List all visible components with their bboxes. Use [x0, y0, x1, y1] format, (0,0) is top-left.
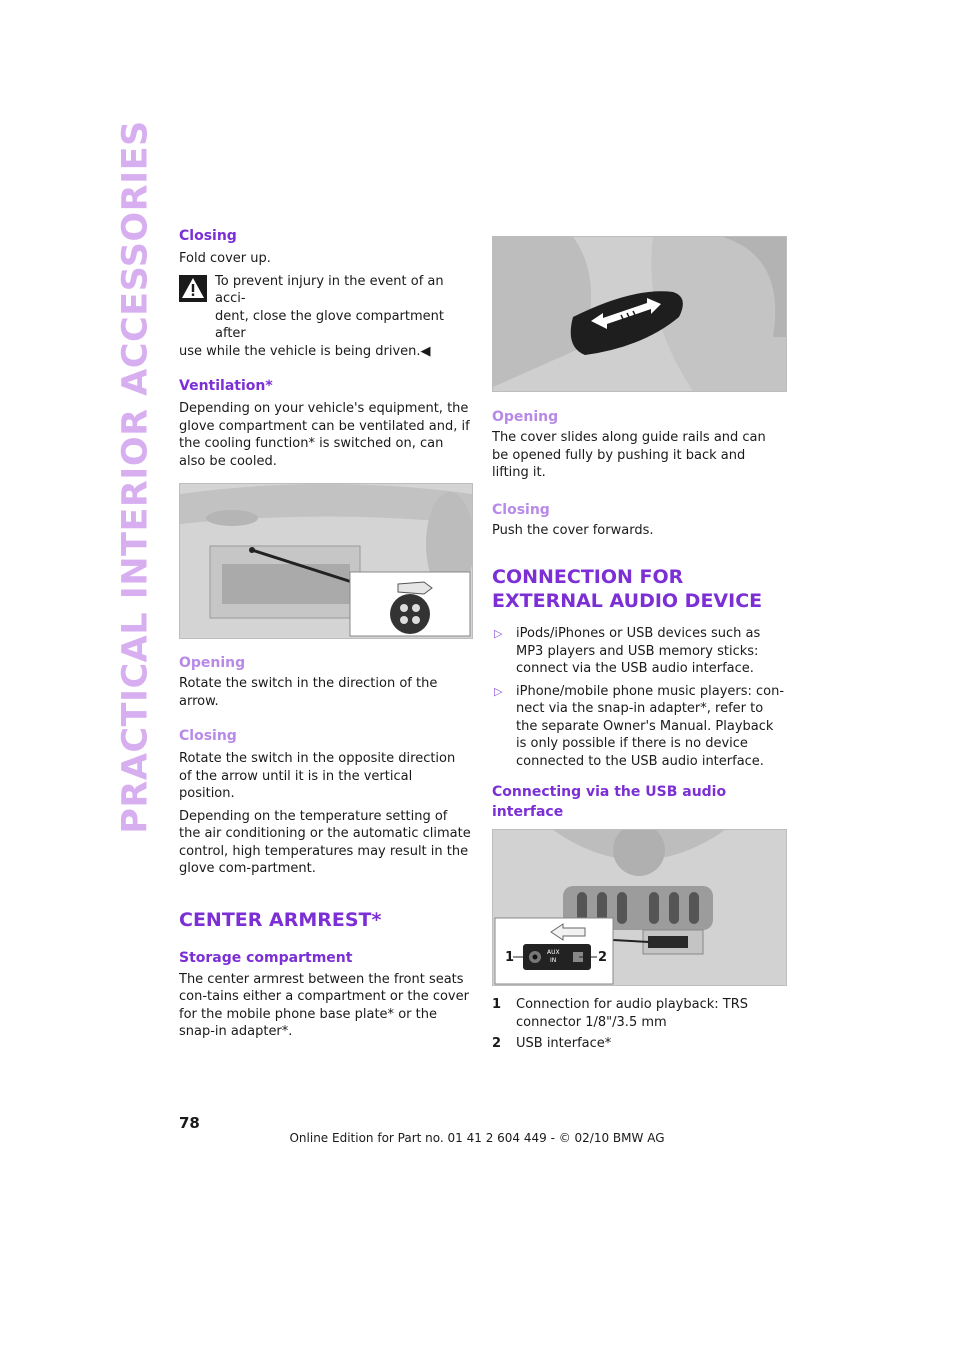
item-number: 2 — [492, 1036, 502, 1051]
closing-heading: Closing — [179, 228, 237, 244]
bullet-text: iPhone/mobile phone music players: con-nect via the snap-in adapter*, refer to the separate Owner's Manual. Playback is only possible if there is no device connected to the USB audio interface. — [516, 683, 785, 769]
footer-text: Online Edition for Part no. 01 41 2 604 449 - © 02/10 BMW AG — [289, 1131, 665, 1145]
armrest-figure — [492, 236, 787, 392]
connection-heading: CONNECTION FOR EXTERNAL AUDIO DEVICE — [492, 566, 763, 612]
warning-line-2: dent, close the glove compartment after — [215, 308, 444, 341]
closing-heading-right: Closing — [492, 501, 550, 518]
list-item — [492, 625, 786, 678]
bullet-text: iPods/iPhones or USB devices such as MP3 players and USB memory sticks: connect via the USB audio interface. — [516, 626, 761, 676]
connection-bullet-list — [492, 625, 786, 770]
warning-line-1: To prevent injury in the event of an acci- — [215, 273, 444, 306]
sidebar-title-text: PRACTICAL INTERIOR ACCESSORIES — [115, 120, 156, 834]
usb-interface-figure — [492, 829, 787, 986]
storage-compartment-heading: Storage compartment — [179, 949, 353, 966]
bullet-triangle-icon: ▷ — [494, 627, 503, 640]
opening-heading-right: Opening — [492, 409, 559, 425]
usb-interface-illustration — [493, 830, 786, 985]
list-item — [492, 1035, 786, 1053]
center-armrest-heading: CENTER ARMREST* — [179, 908, 382, 931]
glove-compartment-illustration — [180, 484, 472, 638]
item-text: Connection for audio playback: TRS connector 1/8"/3.5 mm — [516, 997, 749, 1030]
right-column — [492, 236, 786, 1057]
usb-interface-heading: Connecting via the USB audio interface — [492, 784, 727, 820]
ventilation-text: Depending on your vehicle's equipment, the glove compartment can be ventilated and, if the cooling function* is switched on, can also be cooled. — [179, 401, 470, 469]
callout-2: 2 — [598, 950, 608, 965]
sidebar-section-title — [115, 120, 156, 834]
bullet-triangle-icon: ▷ — [494, 684, 503, 698]
svg-text:AUX: AUX — [547, 949, 560, 956]
warning-note — [179, 273, 471, 361]
warning-icon — [179, 275, 207, 302]
list-item — [492, 996, 786, 1031]
item-number: 1 — [492, 997, 502, 1012]
usb-legend-list — [492, 996, 786, 1053]
glove-compartment-figure — [179, 483, 473, 639]
opening-heading: Opening — [179, 655, 246, 671]
warning-line-3: use while the vehicle is being driven.◀ — [179, 343, 431, 359]
opening-text-right: The cover slides along guide rails and can be opened fully by pushing it back and lifting it. — [492, 430, 766, 480]
closing-text-right: Push the cover forwards. — [492, 522, 654, 538]
item-text: USB interface* — [516, 1036, 612, 1051]
opening-text: Rotate the switch in the direction of the arrow. — [179, 676, 438, 709]
left-column — [179, 226, 471, 1041]
callout-1: 1 — [505, 950, 515, 965]
closing-heading-2: Closing — [179, 728, 237, 744]
temperature-text: Depending on the temperature setting of the air conditioning or the automatic climate control, high temperatures may result in the glove com-partment. — [179, 808, 471, 876]
storage-compartment-text: The center armrest between the front seats con-tains either a compartment or the cover for the mobile phone base plate* or the snap-in adapter*. — [179, 971, 469, 1039]
svg-text:IN: IN — [550, 957, 557, 964]
ventilation-heading: Ventilation* — [179, 378, 273, 394]
closing-text-2: Rotate the switch in the opposite direction of the arrow until it is in the vertical position. — [179, 751, 456, 801]
fold-text: Fold cover up. — [179, 251, 271, 266]
page-number: 78 — [179, 1114, 200, 1132]
list-item — [492, 683, 786, 771]
armrest-illustration — [493, 237, 786, 391]
